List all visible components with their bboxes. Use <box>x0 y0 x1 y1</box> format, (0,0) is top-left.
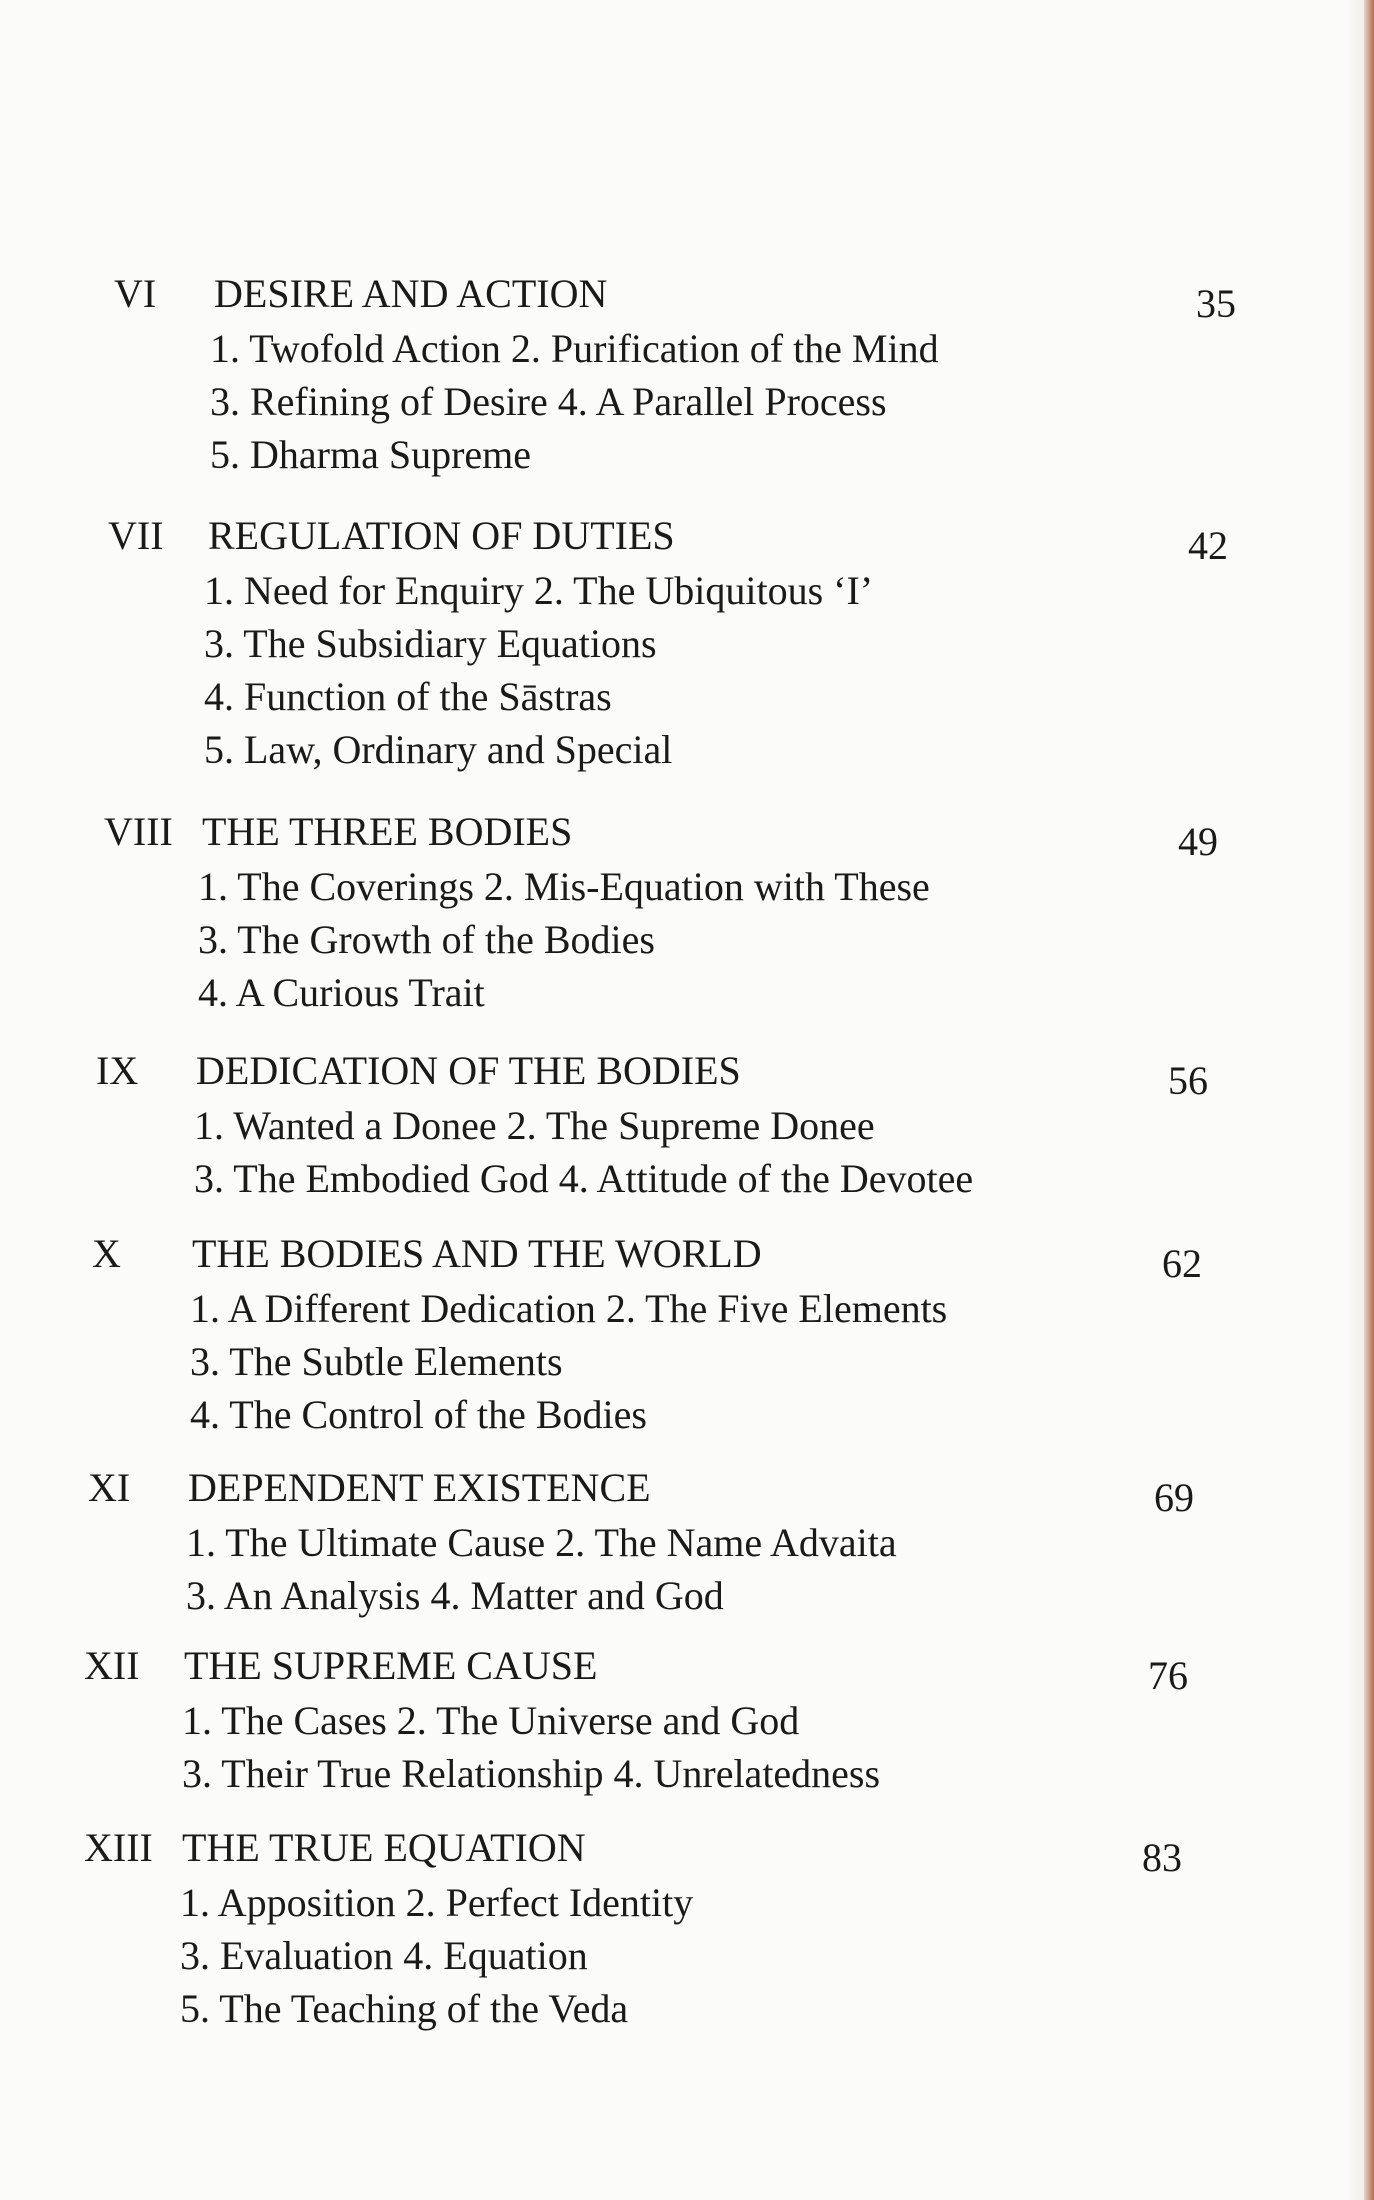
chapter-title: DESIRE AND ACTION <box>214 271 608 316</box>
section-line: 3. The Subtle Elements <box>190 1339 563 1384</box>
chapter-page-number: 56 <box>1168 1058 1208 1103</box>
chapter-title: THE SUPREME CAUSE <box>184 1643 598 1688</box>
chapter-numeral: IX <box>96 1048 139 1093</box>
chapter-sections <box>180 1876 693 2035</box>
chapter-sections <box>182 1694 880 1800</box>
chapter-numeral: XIII <box>84 1825 153 1870</box>
chapter-page-number: 62 <box>1162 1241 1202 1286</box>
chapter-page-number: 83 <box>1142 1835 1182 1880</box>
section-line: 1. Apposition 2. Perfect Identity <box>180 1880 694 1925</box>
chapter-numeral: XI <box>88 1465 131 1510</box>
chapter-sections <box>198 860 930 1019</box>
chapter-title: DEDICATION OF THE BODIES <box>196 1048 741 1093</box>
section-line: 5. Dharma Supreme <box>210 432 532 477</box>
chapter-page-number: 69 <box>1154 1475 1194 1520</box>
chapter-page-number: 42 <box>1188 523 1228 568</box>
chapter-title: DEPENDENT EXISTENCE <box>188 1465 651 1510</box>
chapter-numeral: VI <box>114 271 157 316</box>
chapter-page-number: 49 <box>1178 819 1218 864</box>
chapter-title: THE THREE BODIES <box>202 809 573 854</box>
section-line: 1. Wanted a Donee 2. The Supreme Donee <box>194 1103 875 1148</box>
chapter-page-number: 35 <box>1196 281 1236 326</box>
section-line: 3. Their True Relationship 4. Unrelatedness <box>182 1751 881 1796</box>
section-line: 1. The Ultimate Cause 2. The Name Advaita <box>186 1520 897 1565</box>
section-line: 1. Twofold Action 2. Purification of the Mind <box>210 326 939 371</box>
section-line: 1. Need for Enquiry 2. The Ubiquitous ‘I’ <box>204 568 874 613</box>
chapter-title: THE BODIES AND THE WORLD <box>192 1231 762 1276</box>
chapter-page-number: 76 <box>1148 1653 1188 1698</box>
chapter-sections <box>210 322 939 481</box>
section-line: 4. A Curious Trait <box>198 970 485 1015</box>
section-line: 3. The Growth of the Bodies <box>198 917 655 962</box>
chapter-numeral: VIII <box>104 809 173 854</box>
chapter-sections <box>194 1099 973 1205</box>
chapter-title: REGULATION OF DUTIES <box>208 513 675 558</box>
chapter-numeral: X <box>92 1231 121 1276</box>
section-line: 1. The Cases 2. The Universe and God <box>182 1698 800 1743</box>
section-line: 3. An Analysis 4. Matter and God <box>186 1573 724 1618</box>
chapter-title: THE TRUE EQUATION <box>182 1825 586 1870</box>
section-line: 1. The Coverings 2. Mis-Equation with These <box>198 864 930 909</box>
chapter-sections <box>186 1516 897 1622</box>
chapter-sections <box>204 564 873 776</box>
section-line: 4. The Control of the Bodies <box>190 1392 647 1437</box>
section-line: 3. Evaluation 4. Equation <box>180 1933 588 1978</box>
section-line: 5. The Teaching of the Veda <box>180 1986 629 2031</box>
section-line: 3. The Embodied God 4. Attitude of the Devotee <box>194 1156 974 1201</box>
section-line: 5. Law, Ordinary and Special <box>204 727 673 772</box>
section-line: 3. Refining of Desire 4. A Parallel Process <box>210 379 887 424</box>
chapter-numeral: XII <box>84 1643 140 1688</box>
section-line: 3. The Subsidiary Equations <box>204 621 657 666</box>
section-line: 1. A Different Dedication 2. The Five Elements <box>190 1286 948 1331</box>
chapter-sections <box>190 1282 947 1441</box>
section-line: 4. Function of the Sāstras <box>204 674 612 719</box>
chapter-numeral: VII <box>108 513 164 558</box>
